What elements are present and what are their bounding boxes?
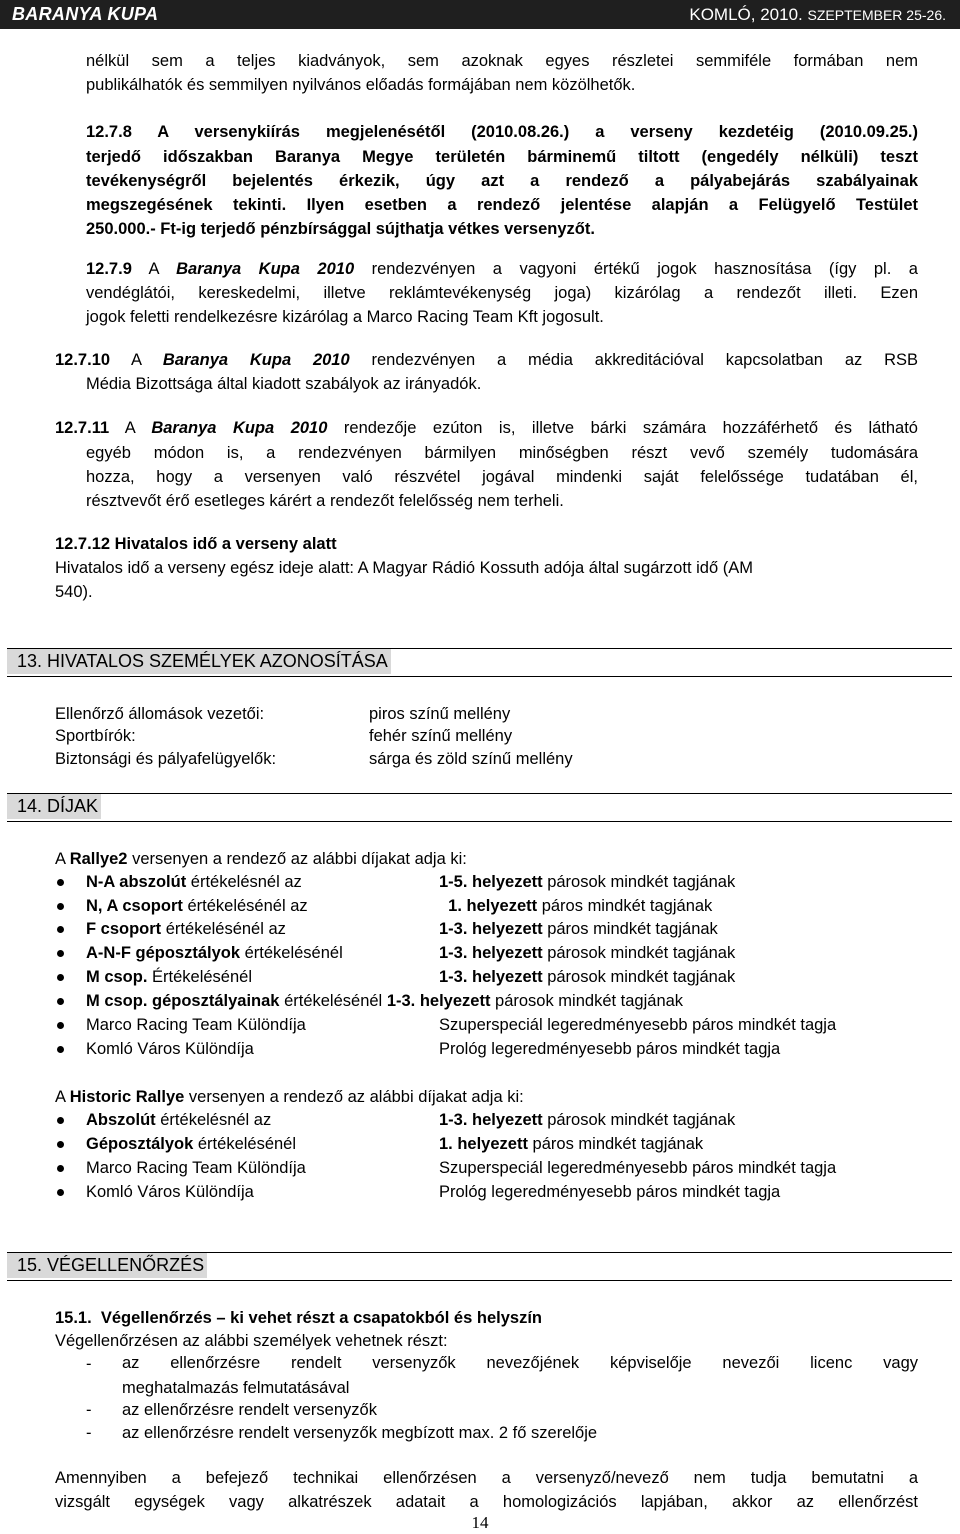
rallye2-prize-8: Prológ legeredményesebb páros mindkét tagja <box>439 1040 781 1058</box>
s12711-line-4: résztvevőt érő esetleges kárért a rendezőt felelősség nem terheli. <box>86 492 564 510</box>
official-id-3: sárga és zöld színű mellény <box>369 750 573 768</box>
bullet-icon <box>57 1022 64 1029</box>
s1278-line-1: 12.7.8 A versenykiírás megjelenésétől (2010.08.26.) a verseny kezdetéig (2010.09.25.) <box>86 123 918 141</box>
bullet-icon <box>57 1189 64 1196</box>
rallye2-prize-7: Szuperspeciál legeredményesebb páros mindkét tagja <box>439 1016 837 1034</box>
rallye2-cat-3: F csoport értékelésénél az <box>86 920 286 938</box>
historic-prize-3: Szuperspeciál legeredményesebb páros mindkét tagja <box>439 1159 837 1177</box>
rallye2-cat-5: M csop. Értékelésénél <box>86 968 252 986</box>
s1278-line-3: tevékenységről bejelentés érkezik, úgy azt a rendező a pályabejárás szabályainak <box>86 172 918 190</box>
historic-cat-1: Abszolút értékelésnél az <box>86 1111 272 1129</box>
rallye2-prize-4: 1-3. helyezett párosok mindkét tagjának <box>439 944 736 962</box>
section-15-heading-bar <box>7 1252 952 1281</box>
s1279-line-2: vendéglátói, kereskedelmi, illetve reklámtevékenység joga) kizárólag a rendezőt illeti. Ezen <box>86 284 918 302</box>
s12710-line-2: Média Bizottsága által kiadott szabályok az irányadók. <box>86 375 482 393</box>
s12712-line-2: 540). <box>55 583 93 601</box>
bullet-icon <box>57 1165 64 1172</box>
header-title: BARANYA KUPA <box>12 4 159 24</box>
rallye2-cat-4: A-N-F géposztályok értékelésénél <box>86 944 343 962</box>
historic-prize-2: 1. helyezett páros mindkét tagjának <box>439 1135 704 1153</box>
list-dash: - <box>86 1355 92 1373</box>
list-dash: - <box>86 1401 92 1419</box>
historic-cat-2: Géposztályok értékelésénél <box>86 1135 297 1153</box>
list-dash: - <box>86 1424 92 1442</box>
bullet-icon <box>57 974 64 981</box>
header-event-date: KOMLÓ, 2010. SZEPTEMBER 25-26. <box>689 5 946 24</box>
bullet-icon <box>57 879 64 886</box>
section-14-title: 14. DÍJAK <box>7 794 101 819</box>
final-check-item-3: az ellenőrzésre rendelt versenyzők megbízott max. 2 fő szerelője <box>122 1424 598 1442</box>
s1279-line-1: 12.7.9 A Baranya Kupa 2010 rendezvényen a vagyoni értékű jogok hasznosítása (így pl. a <box>86 260 918 278</box>
s12711-line-2: egyéb módon is, a rendezvényen bármilyen minőségben részt vevő személy tudomására <box>86 444 918 462</box>
section-15-title: 15. VÉGELLENŐRZÉS <box>7 1253 207 1278</box>
rallye2-cat-2: N, A csoport értékelésénél az <box>86 897 308 915</box>
historic-intro: A Historic Rallye versenyen a rendező az alábbi díjakat adja ki: <box>55 1088 524 1106</box>
rallye2-prize-1: 1-5. helyezett párosok mindkét tagjának <box>439 873 736 891</box>
rallye2-intro: A Rallye2 versenyen a rendező az alábbi díjakat adja ki: <box>55 850 467 868</box>
official-role-3: Biztonsági és pályafelügyelők: <box>55 750 277 768</box>
historic-prize-1: 1-3. helyezett párosok mindkét tagjának <box>439 1111 736 1129</box>
s12710-line-1: 12.7.10 A Baranya Kupa 2010 rendezvényen a média akkreditációval kapcsolatban az RSB <box>55 351 918 369</box>
intro-line-1: nélkül sem a teljes kiadványok, sem azoknak egyes részletei semmiféle formában nem <box>86 52 918 70</box>
section-15-1-subtitle: 15.1. Végellenőrzés – ki vehet részt a csapatokból és helyszín <box>55 1309 542 1327</box>
closing-line-1: Amennyiben a befejező technikai ellenőrzésen a versenyző/nevező nem tudja bemutatni a <box>55 1469 918 1487</box>
s12712-line-1: Hivatalos idő a verseny egész ideje alatt: A Magyar Rádió Kossuth adója által sugárzott idő (AM <box>55 559 753 577</box>
section-13-title: 13. HIVATALOS SZEMÉLYEK AZONOSÍTÁSA <box>7 649 391 674</box>
bullet-icon <box>57 1141 64 1148</box>
bullet-icon <box>57 903 64 910</box>
page-number: 14 <box>471 1513 489 1532</box>
official-id-2: fehér színű mellény <box>369 727 513 745</box>
final-check-item-1-line-1: az ellenőrzésre rendelt versenyzők nevezőjének képviselője nevezői licenc vagy <box>122 1354 918 1372</box>
section-15-intro: Végellenőrzésen az alábbi személyek vehetnek részt: <box>55 1332 448 1350</box>
intro-line-2: publikálhatók és semmilyen nyilvános előadás formájában nem közölhetők. <box>86 76 636 94</box>
section-14-heading-bar <box>7 793 952 822</box>
historic-cat-3: Marco Racing Team Különdíja <box>86 1159 306 1177</box>
s12712-title: 12.7.12 Hivatalos idő a verseny alatt <box>55 535 337 553</box>
closing-line-2: vizsgált egységek vagy alkatrészek adatait a homologizációs lapjában, akkor az ellenőrzést <box>55 1493 918 1511</box>
rallye2-prize-3: 1-3. helyezett páros mindkét tagjának <box>439 920 718 938</box>
rallye2-cat-1: N-A abszolút értékelésnél az <box>86 873 302 891</box>
rallye2-cat-7: Marco Racing Team Különdíja <box>86 1016 306 1034</box>
official-role-1: Ellenőrző állomások vezetői: <box>55 705 265 723</box>
bullet-icon <box>57 1117 64 1124</box>
historic-cat-4: Komló Város Különdíja <box>86 1183 254 1201</box>
page-header <box>0 0 960 29</box>
s1278-line-4: megszegésének tekinti. Ilyen esetben a rendező jelentése alapján a Felügyelő Testület <box>86 196 918 214</box>
official-role-2: Sportbírók: <box>55 727 136 745</box>
historic-prize-4: Prológ legeredményesebb páros mindkét tagja <box>439 1183 781 1201</box>
final-check-item-1-line-2: meghatalmazás felmutatásával <box>122 1379 350 1397</box>
rallye2-cat-6: M csop. géposztályainak értékelésénél 1-3. helyezett párosok mindkét tagjának <box>86 992 684 1010</box>
s12711-line-3: hozza, hogy a versenyen való részvétel jogával mindenki saját felelőssége tudatában él, <box>86 468 918 486</box>
final-check-item-2: az ellenőrzésre rendelt versenyzők <box>122 1401 377 1419</box>
s1278-line-5: 250.000.- Ft-ig terjedő pénzbírsággal sújthatja vétkes versenyzőt. <box>86 220 595 238</box>
official-id-1: piros színű mellény <box>369 705 511 723</box>
rallye2-cat-8: Komló Város Különdíja <box>86 1040 254 1058</box>
rallye2-prize-5: 1-3. helyezett párosok mindkét tagjának <box>439 968 736 986</box>
bullet-icon <box>57 926 64 933</box>
s1278-line-2: terjedő időszakban Baranya Megye területén bárminemű tiltott (engedély nélküli) teszt <box>86 148 918 166</box>
bullet-icon <box>57 1046 64 1053</box>
s1279-line-3: jogok feletti rendelkezésre kizárólag a Marco Racing Team Kft jogosult. <box>86 308 604 326</box>
s12711-line-1: 12.7.11 A Baranya Kupa 2010 rendezője ezúton is, illetve bárki számára hozzáférhető és látható <box>55 419 918 437</box>
rallye2-prize-2: 1. helyezett páros mindkét tagjának <box>439 897 713 915</box>
bullet-icon <box>57 950 64 957</box>
section-13-heading-bar <box>7 648 952 677</box>
bullet-icon <box>57 998 64 1005</box>
